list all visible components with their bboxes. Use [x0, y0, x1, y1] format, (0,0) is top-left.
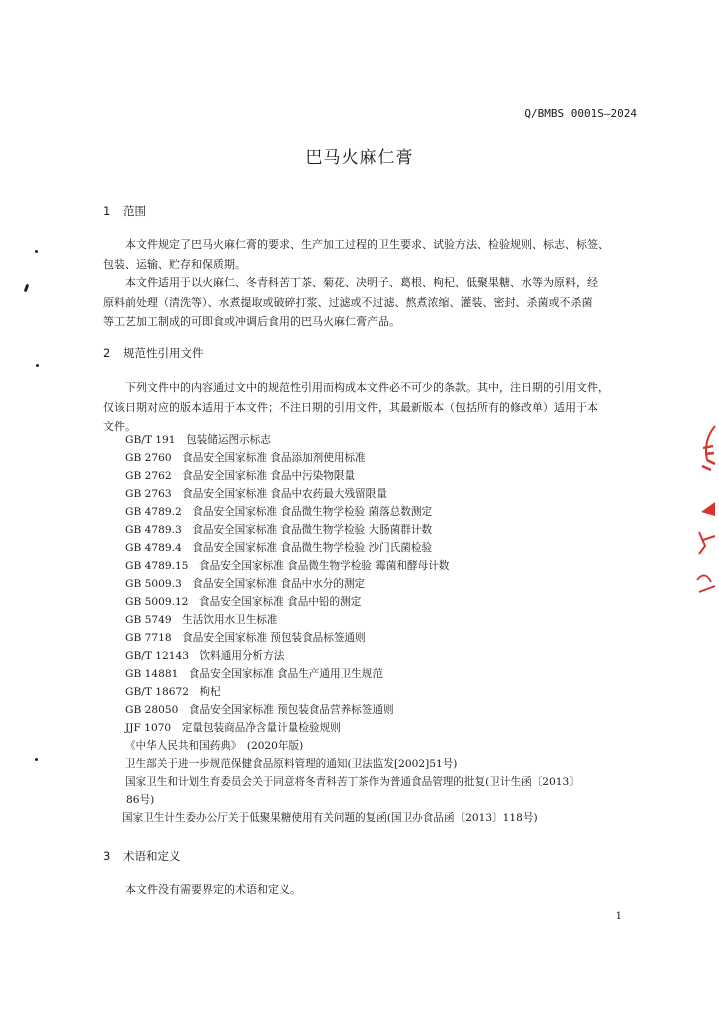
document-title: 巴马火麻仁膏	[305, 148, 414, 168]
scan-speck	[36, 364, 39, 367]
reference-item: GB 5009.3 食品安全国家标准 食品中水分的测定	[125, 578, 366, 590]
scan-speck	[35, 250, 38, 253]
reference-item-continuation: 86号)	[126, 794, 155, 806]
section-2-number: 2	[103, 346, 111, 360]
section-2-heading	[103, 345, 204, 361]
text-line: 等工艺加工制成的可即食或冲调后食用的巴马火麻仁膏产品。	[103, 315, 400, 328]
reference-item: GB/T 191 包装储运图示标志	[125, 434, 271, 446]
reference-item: GB 5009.12 食品安全国家标准 食品中铅的测定	[125, 596, 362, 608]
red-seal-fragment	[693, 420, 719, 610]
text-line: 下列文件中的内容通过文中的规范性引用而构成本文件必不可少的条款。其中，注日期的引用文件，	[125, 381, 609, 394]
reference-item: GB 4789.4 食品安全国家标准 食品微生物学检验 沙门氏菌检验	[125, 542, 433, 554]
section-3-heading	[103, 848, 181, 864]
reference-item: GB 28050 食品安全国家标准 预包装食品营养标签通则	[125, 704, 394, 716]
page-number: 1	[615, 911, 622, 922]
section-1-paragraph-2	[103, 273, 598, 332]
reference-item: GB 2763 食品安全国家标准 食品中农药最大残留限量	[125, 488, 387, 500]
section-1-paragraph-1	[103, 235, 609, 274]
section-2-intro	[103, 378, 609, 437]
section-3-title: 术语和定义	[123, 849, 181, 863]
scan-speck	[24, 284, 30, 293]
section-1-number: 1	[103, 204, 111, 218]
text-line: 本文件适用于以火麻仁、冬青科苦丁茶、菊花、决明子、葛根、枸杞、低聚果糖、水等为原料，经	[125, 276, 598, 289]
section-1-title: 范围	[123, 204, 146, 218]
text-line: 仅该日期对应的版本适用于本文件；不注日期的引用文件，其最新版本（包括所有的修改单）适用于本	[103, 400, 598, 414]
section-1-heading	[103, 203, 146, 219]
section-3-text: 本文件没有需要界定的术语和定义。	[125, 883, 301, 896]
reference-item: 卫生部关于进一步规范保健食品原料管理的通知(卫法监发[2002]51号)	[125, 758, 458, 770]
reference-item: GB 4789.15 食品安全国家标准 食品微生物学检验 霉菌和酵母计数	[125, 560, 450, 572]
reference-item: GB 7718 食品安全国家标准 预包装食品标签通则	[125, 632, 366, 644]
reference-item: GB 5749 生活饮用水卫生标准	[125, 614, 278, 626]
text-line: 文件。	[103, 420, 136, 433]
reference-item: 国家卫生和计划生育委员会关于同意将冬青科苦丁茶作为普通食品管理的批复(卫计生函〔2013〕	[125, 776, 580, 788]
reference-item: GB 14881 食品安全国家标准 食品生产通用卫生规范	[125, 668, 383, 680]
reference-item: 国家卫生计生委办公厅关于低聚果糖使用有关问题的复函(国卫办食品函〔2013〕118号)	[122, 812, 538, 824]
reference-item: GB 4789.3 食品安全国家标准 食品微生物学检验 大肠菌群计数	[125, 524, 433, 536]
text-line: 本文件规定了巴马火麻仁膏的要求、生产加工过程的卫生要求、试验方法、检验规则、标志、标签、	[125, 238, 609, 251]
text-line: 包装、运输、贮存和保质期。	[103, 257, 246, 271]
reference-item: GB/T 12143 饮料通用分析方法	[125, 650, 285, 662]
reference-list	[122, 431, 580, 827]
reference-item: GB 2762 食品安全国家标准 食品中污染物限量	[125, 470, 356, 482]
reference-item: JJF 1070 定量包装商品净含量计量检验规则	[125, 722, 341, 734]
section-3-number: 3	[103, 849, 111, 863]
reference-item: GB/T 18672 枸杞	[125, 686, 221, 698]
reference-item: GB 4789.2 食品安全国家标准 食品微生物学检验 菌落总数测定	[125, 506, 433, 518]
section-2-title: 规范性引用文件	[123, 346, 204, 360]
text-line: 原料前处理（清洗等）、水煮提取或破碎打浆、过滤或不过滤、熬煮浓缩、灌装、密封、杀菌或不杀菌	[103, 295, 593, 309]
standard-code: Q/BMBS 0001S—2024	[524, 107, 637, 120]
reference-item: 《中华人民共和国药典》 (2020年版)	[125, 740, 304, 752]
reference-item: GB 2760 食品安全国家标准 食品添加剂使用标准	[125, 452, 366, 464]
scan-speck	[35, 758, 38, 761]
